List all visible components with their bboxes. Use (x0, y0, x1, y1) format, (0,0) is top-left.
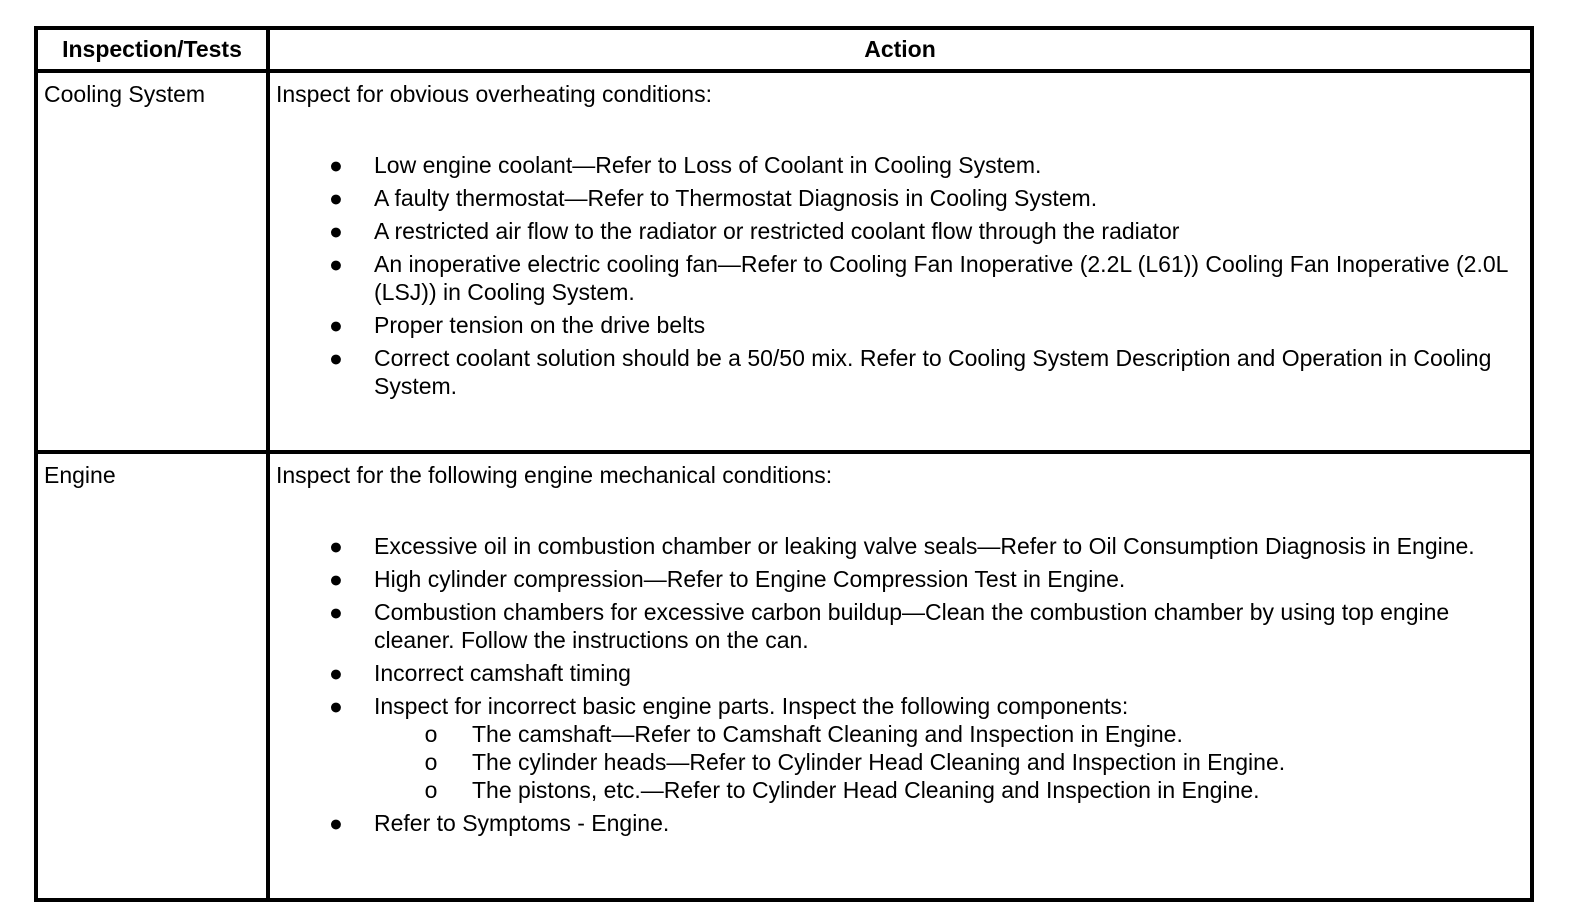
action-cell-cooling-system (268, 71, 1532, 452)
sub-list-item (373, 748, 1520, 776)
bullet-list (276, 532, 1520, 837)
list-item (276, 217, 1520, 245)
list-item-text: A faulty thermostat—Refer to Thermostat Diagnosis in Cooling System. (374, 185, 1098, 211)
inspection-cell-engine: Engine (36, 452, 268, 900)
sub-list-item-text: The camshaft—Refer to Camshaft Cleaning and Inspection in Engine. (472, 721, 1183, 747)
bullet-icon: ● (329, 693, 343, 719)
list-item (276, 250, 1520, 306)
bullet-icon: ● (329, 251, 343, 277)
list-item-text: High cylinder compression—Refer to Engine Compression Test in Engine. (374, 566, 1126, 592)
action-intro: Inspect for obvious overheating conditions: (276, 81, 712, 107)
bullet-list (276, 151, 1520, 400)
list-item-text: Inspect for incorrect basic engine parts. Inspect the following components: (374, 693, 1129, 719)
list-item (276, 184, 1520, 212)
list-item-text: Incorrect camshaft timing (374, 660, 631, 686)
action-intro: Inspect for the following engine mechanical conditions: (276, 462, 833, 488)
bullet-icon: ● (329, 345, 343, 371)
header-inspection-tests: Inspection/Tests (36, 28, 268, 71)
circle-bullet-icon: o (424, 749, 438, 775)
list-item (276, 809, 1520, 837)
sub-list-item-text: The pistons, etc.—Refer to Cylinder Head Cleaning and Inspection in Engine. (472, 777, 1260, 803)
sub-bullet-list (374, 720, 1520, 804)
bullet-icon: ● (329, 218, 343, 244)
bullet-icon: ● (329, 599, 343, 625)
sub-list-item-text: The cylinder heads—Refer to Cylinder Head Cleaning and Inspection in Engine. (472, 749, 1286, 775)
list-item (276, 565, 1520, 593)
list-item-text: Refer to Symptoms - Engine. (374, 810, 670, 836)
inspection-table (34, 26, 1534, 902)
bullet-icon: ● (329, 566, 343, 592)
table-row-engine (36, 452, 1532, 900)
list-item (276, 598, 1520, 654)
list-item (276, 659, 1520, 687)
inspection-cell-cooling-system: Cooling System (36, 71, 268, 452)
bullet-icon: ● (329, 312, 343, 338)
header-row (36, 28, 1532, 71)
circle-bullet-icon: o (424, 777, 438, 803)
bullet-icon: ● (329, 660, 343, 686)
list-item-text: Correct coolant solution should be a 50/50 mix. Refer to Cooling System Description and Operation in Cooling System. (374, 345, 1492, 399)
list-item (276, 344, 1520, 400)
header-action: Action (268, 28, 1532, 71)
action-cell-engine (268, 452, 1532, 900)
list-item-text: Combustion chambers for excessive carbon buildup—Clean the combustion chamber by using top engine cleaner. Follow the instructions on the can. (374, 599, 1450, 653)
bullet-icon: ● (329, 810, 343, 836)
list-item (276, 311, 1520, 339)
bullet-icon: ● (329, 533, 343, 559)
list-item-text: A restricted air flow to the radiator or restricted coolant flow through the radiator (374, 218, 1180, 244)
list-item-text: Proper tension on the drive belts (374, 312, 706, 338)
sub-list-item (373, 776, 1520, 804)
circle-bullet-icon: o (424, 721, 438, 747)
list-item-text: Excessive oil in combustion chamber or leaking valve seals—Refer to Oil Consumption Diagnosis in Engine. (374, 533, 1475, 559)
list-item (276, 151, 1520, 179)
list-item (276, 532, 1520, 560)
list-item (276, 692, 1520, 804)
list-item-text: Low engine coolant—Refer to Loss of Coolant in Cooling System. (374, 152, 1042, 178)
bullet-icon: ● (329, 152, 343, 178)
bullet-icon: ● (329, 185, 343, 211)
sub-list-item (373, 720, 1520, 748)
table-row-cooling-system (36, 71, 1532, 452)
list-item-text: An inoperative electric cooling fan—Refer to Cooling Fan Inoperative (2.2L (L61)) Cooling Fan Inoperative (2.0L (LSJ)) in Cooling System. (374, 251, 1508, 305)
